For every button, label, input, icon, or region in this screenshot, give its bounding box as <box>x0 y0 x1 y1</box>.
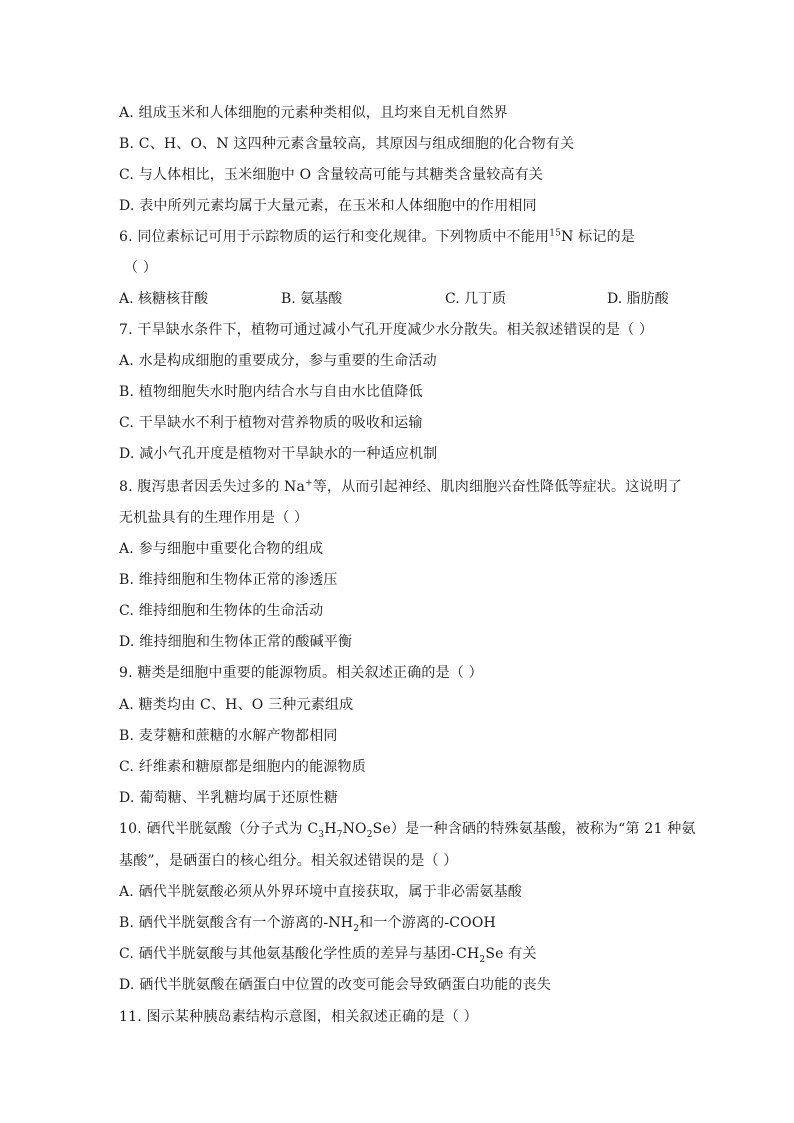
q5-option-a: A. 组成玉米和人体细胞的元素种类相似，且均来自无机自然界 <box>119 105 508 121</box>
q6-option-a: A. 核糖核苷酸 <box>119 291 209 307</box>
q8-ion-charge: + <box>305 478 313 489</box>
q10-stem-line1 <box>119 820 696 838</box>
q9-option-a: A. 糖类均由 C、H、O 三种元素组成 <box>119 697 354 713</box>
q10-option-c-part2: Se 有关 <box>485 946 537 962</box>
q10-option-a: A. 硒代半胱氨酸必须从外界环境中直接获取，属于非必需氨基酸 <box>119 884 523 900</box>
q5-option-b: B. C、H、O、N 这四种元素含量较高，其原因与组成细胞的化合物有关 <box>119 136 575 152</box>
q8-option-d: D. 维持细胞和生物体正常的酸碱平衡 <box>119 634 353 650</box>
q6-stem-before: 6. 同位素标记可用于示踪物质的运行和变化规律。下列物质中不能用 <box>119 229 550 245</box>
q7-stem: 7. 干旱缺水条件下，植物可通过减小气孔开度减少水分散失。相关叙述错误的是（ ） <box>119 322 654 338</box>
q6-answer-paren: （ ） <box>124 260 158 276</box>
q10-stem-part1: 10. 硒代半胱氨酸（分子式为 C <box>119 821 319 837</box>
q10-formula-sub-2: 2 <box>366 829 373 840</box>
q8-option-a: A. 参与细胞中重要化合物的组成 <box>119 541 324 557</box>
q8-stem-before: 8. 腹泻患者因丢失过多的 Na <box>119 479 306 495</box>
q9-stem: 9. 糖类是细胞中重要的能源物质。相关叙述正确的是（ ） <box>119 665 483 681</box>
q10-option-c-sub: 2 <box>479 954 486 965</box>
q10-option-b-part1: B. 硒代半胱氨酸含有一个游离的-NH <box>119 915 354 931</box>
q7-option-d: D. 减小气孔开度是植物对干旱缺水的一种适应机制 <box>119 446 438 462</box>
q10-formula-h: H <box>324 821 337 837</box>
q10-stem-part2: Se）是一种含硒的特殊氨基酸，被称为“第 21 种氨 <box>372 821 696 837</box>
q9-option-b: B. 麦芽糖和蔗糖的水解产物都相同 <box>119 728 338 744</box>
q10-option-b <box>119 914 496 932</box>
q6-option-b: B. 氨基酸 <box>281 291 343 307</box>
q8-option-b: B. 维持细胞和生物体正常的渗透压 <box>119 572 338 588</box>
q10-formula-sub-7: 7 <box>336 829 343 840</box>
q10-option-d: D. 硒代半胱氨酸在硒蛋白中位置的改变可能会导致硒蛋白功能的丧失 <box>119 977 552 993</box>
q7-option-b: B. 植物细胞失水时胞内结合水与自由水比值降低 <box>119 384 423 400</box>
q10-formula-sub-3: 3 <box>318 829 325 840</box>
q11-stem: 11. 图示某种胰岛素结构示意图，相关叙述正确的是（ ） <box>119 1009 478 1025</box>
q6-option-d: D. 脂肪酸 <box>607 291 669 307</box>
q7-option-c: C. 干旱缺水不利于植物对营养物质的吸收和运输 <box>119 415 423 431</box>
q6-option-c: C. 几丁质 <box>445 291 507 307</box>
q7-option-a: A. 水是构成细胞的重要成分，参与重要的生命活动 <box>119 353 437 369</box>
q9-option-d: D. 葡萄糖、半乳糖均属于还原性糖 <box>119 790 339 806</box>
q6-stem-after: 标记的是 <box>573 229 635 245</box>
q8-stem-after: 等，从而引起神经、肌肉细胞兴奋性降低等症状。这说明了 <box>312 479 683 495</box>
q10-option-b-sub: 2 <box>353 923 360 934</box>
q5-option-c: C. 与人体相比，玉米细胞中 O 含量较高可能与其糖类含量较高有关 <box>119 167 544 183</box>
q6-isotope-symbol: N <box>561 229 574 245</box>
q10-formula-no: NO <box>342 821 367 837</box>
q8-stem-line2: 无机盐具有的生理作用是（ ） <box>119 510 309 526</box>
q9-option-c: C. 纤维素和糖原都是细胞内的能源物质 <box>119 759 366 775</box>
q6-stem <box>119 228 635 246</box>
q10-option-b-part2: 和一个游离的-COOH <box>359 915 496 931</box>
q6-isotope-mass: 15 <box>549 228 562 239</box>
q10-option-c <box>119 945 537 963</box>
q5-option-d: D. 表中所列元素均属于大量元素，在玉米和人体细胞中的作用相同 <box>119 198 537 214</box>
q8-stem-line1 <box>119 478 682 496</box>
q10-stem-line2: 基酸”，是硒蛋白的核心组分。相关叙述错误的是（ ） <box>119 853 458 869</box>
q8-option-c: C. 维持细胞和生物体的生命活动 <box>119 603 324 619</box>
q10-option-c-part1: C. 硒代半胱氨酸与其他氨基酸化学性质的差异与基团-CH <box>119 946 480 962</box>
